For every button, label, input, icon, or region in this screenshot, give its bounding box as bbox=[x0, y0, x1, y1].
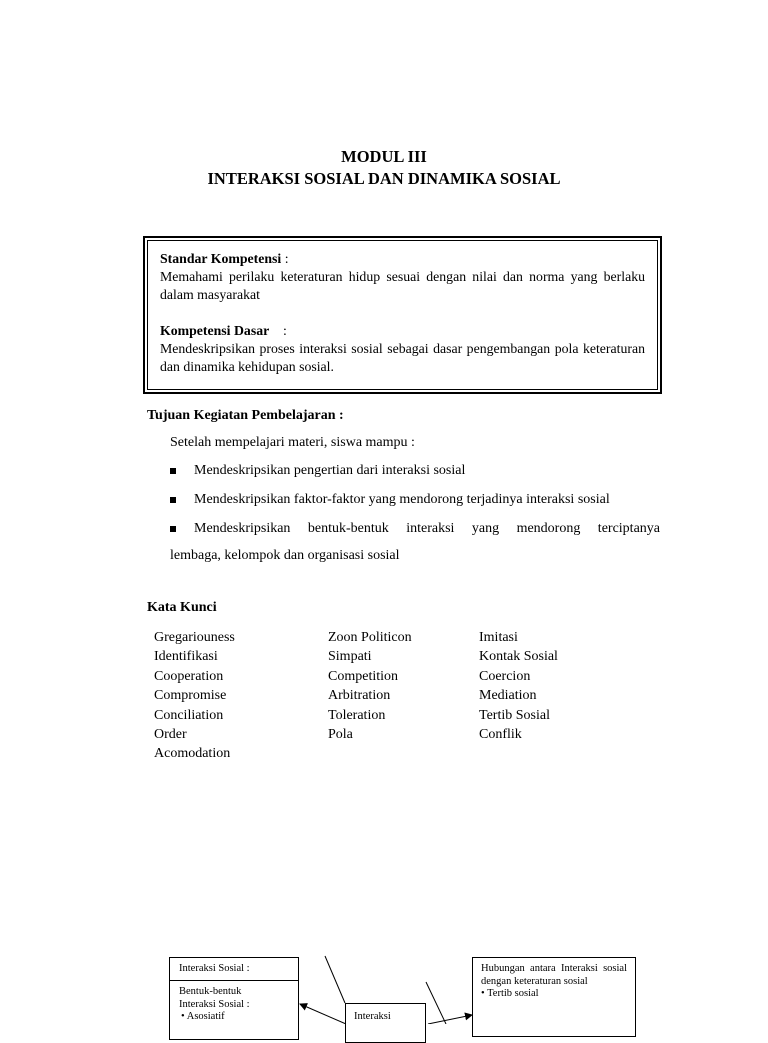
keyword: Zoon Politicon bbox=[328, 630, 412, 645]
keyword: Coercion bbox=[479, 668, 531, 684]
keyword: Cooperation bbox=[154, 668, 224, 684]
diagram-box-interaksi-sosial bbox=[169, 957, 299, 981]
list-item-text: Mendeskripsikan pengertian dari interaksi sosial bbox=[194, 463, 466, 478]
connector-line bbox=[426, 982, 446, 1024]
keyword: Simpati bbox=[328, 649, 372, 665]
keyword: Mediation bbox=[479, 688, 537, 704]
diagram-box-text: Hubungan antara Interaksi sosial dengan keteraturan sosial bbox=[481, 963, 627, 987]
standar-kompetensi-colon: : bbox=[281, 251, 289, 266]
keyword: Pola bbox=[328, 727, 353, 743]
connector-line bbox=[325, 956, 345, 1003]
diagram-box-item: • Asosiatif bbox=[181, 1011, 225, 1022]
kompetensi-dasar-label: Kompetensi Dasar bbox=[160, 323, 270, 338]
keyword: Competition bbox=[328, 668, 398, 684]
list-item-continuation: lembaga, kelompok dan organisasi sosial bbox=[170, 548, 400, 563]
diagram-box-text: Interaksi bbox=[354, 1011, 391, 1022]
keyword: Compromise bbox=[154, 688, 227, 704]
kompetensi-dasar-text: Mendeskripsikan proses interaksi sosial sebagai dasar pengembangan pola keteraturan dan dinamika kehidupan sosial. bbox=[160, 341, 645, 374]
keyword: Gregariouness bbox=[154, 630, 235, 645]
list-item-text: Mendeskripsikan faktor-faktor yang mendorong terjadinya interaksi sosial bbox=[194, 492, 610, 507]
keyword: Order bbox=[154, 727, 187, 743]
keyword: Acomodation bbox=[154, 746, 231, 762]
tujuan-intro: Setelah mempelajari materi, siswa mampu : bbox=[170, 435, 415, 450]
diagram-box-hubungan bbox=[472, 957, 636, 1037]
diagram-box-title: Interaksi Sosial : bbox=[179, 963, 250, 974]
standar-kompetensi-label: Standar Kompetensi bbox=[160, 251, 282, 266]
module-title: INTERAKSI SOSIAL DAN DINAMIKA SOSIAL bbox=[207, 169, 561, 188]
standar-kompetensi-text: Memahami perilaku keteraturan hidup sesuai dengan nilai dan norma yang berlaku dalam masyarakat bbox=[160, 269, 645, 302]
module-number: MODUL III bbox=[341, 147, 427, 166]
tujuan-heading: Tujuan Kegiatan Pembelajaran : bbox=[147, 408, 344, 423]
keyword: Conflik bbox=[479, 727, 522, 743]
keyword: Conciliation bbox=[154, 707, 224, 723]
diagram-box-center bbox=[345, 1003, 426, 1043]
keyword: Kontak Sosial bbox=[479, 649, 558, 665]
diagram-box-text: Interaksi Sosial : bbox=[179, 998, 250, 1010]
kata-kunci-heading: Kata Kunci bbox=[147, 600, 217, 615]
list-item-text: Mendeskripsikan bentuk-bentuk interaksi yang mendorong terciptanya bbox=[194, 521, 660, 536]
arrow-to-left-box bbox=[300, 1004, 346, 1024]
kompetensi-dasar-colon: : bbox=[269, 323, 287, 338]
keyword: Arbitration bbox=[328, 688, 391, 704]
arrow-to-right-box bbox=[428, 1015, 472, 1024]
keyword: Toleration bbox=[328, 707, 386, 723]
keyword: Imitasi bbox=[479, 630, 518, 645]
diagram-box-bentuk bbox=[169, 980, 299, 1040]
diagram-box-item: • Tertib sosial bbox=[481, 988, 539, 999]
keyword: Tertib Sosial bbox=[479, 707, 550, 723]
diagram-box-text: Bentuk-bentuk bbox=[179, 986, 242, 997]
keyword: Identifikasi bbox=[154, 649, 218, 665]
